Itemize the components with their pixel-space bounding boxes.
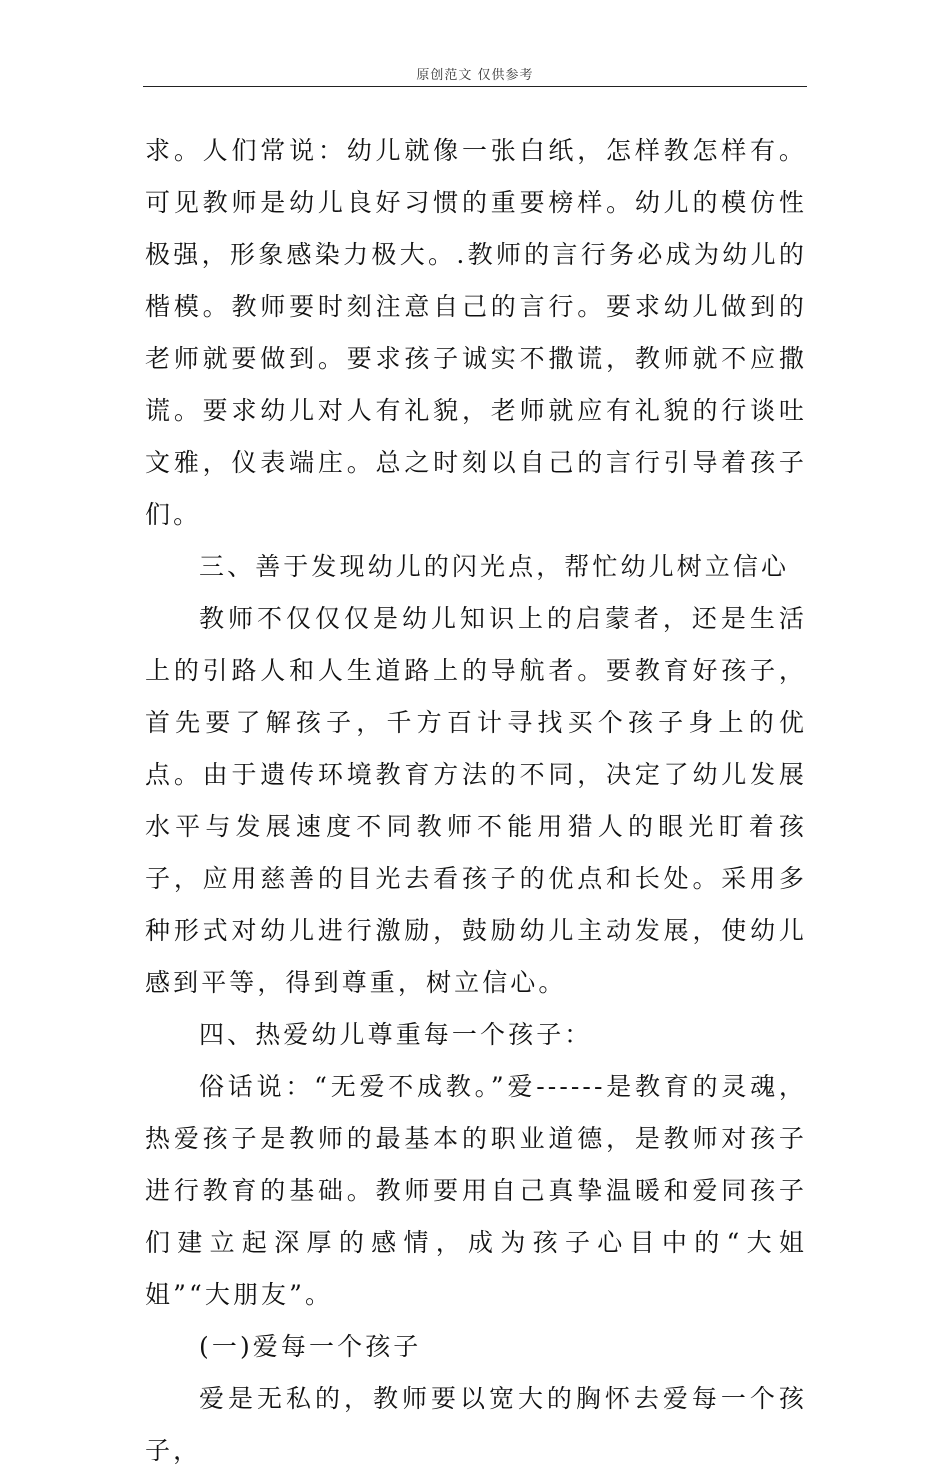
paragraph: 俗话说：“无爱不成教。”爱------是教育的灵魂，热爱孩子是教师的最基本的职业道德，是教师对孩子进行教育的基础。教师要用自己真挚温暖和爱同孩子们建立起深厚的感情，成为孩子心目中的“大姐姐”“大朋友”。	[145, 1072, 807, 1309]
paragraph: 爱是无私的，教师要以宽大的胸怀去爱每一个孩子，	[145, 1384, 807, 1465]
page-header	[143, 58, 807, 87]
section-heading-4: 四、热爱幼儿尊重每一个孩子：	[199, 1020, 593, 1049]
paragraph-continuation: 求。人们常说：幼儿就像一张白纸，怎样教怎样有。可见教师是幼儿良好习惯的重要榜样。幼儿的模仿性极强，形象感染力极大。.教师的言行务必成为幼儿的楷模。教师要时刻注意自己的言行。要求幼儿做到的老师就要做到。要求孩子诚实不撒谎，教师就不应撒谎。要求幼儿对人有礼貌，老师就应有礼貌的行谈吐文雅，仪表端庄。总之时刻以自己的言行引导着孩子们。	[145, 136, 807, 529]
header-text: 原创范文 仅供参考	[416, 68, 534, 83]
document-body	[145, 125, 807, 1477]
subsection-heading-1: (一)爱每一个孩子	[199, 1332, 422, 1361]
section-heading-3: 三、善于发现幼儿的闪光点，帮忙幼儿树立信心	[199, 552, 790, 581]
paragraph: 教师不仅仅仅是幼儿知识上的启蒙者，还是生活上的引路人和人生道路上的导航者。要教育好孩子，首先要了解孩子，千方百计寻找买个孩子身上的优点。由于遗传环境教育方法的不同，决定了幼儿发展水平与发展速度不同教师不能用猎人的眼光盯着孩子，应用慈善的目光去看孩子的优点和长处。采用多种形式对幼儿进行激励，鼓励幼儿主动发展，使幼儿感到平等，得到尊重，树立信心。	[145, 604, 807, 997]
